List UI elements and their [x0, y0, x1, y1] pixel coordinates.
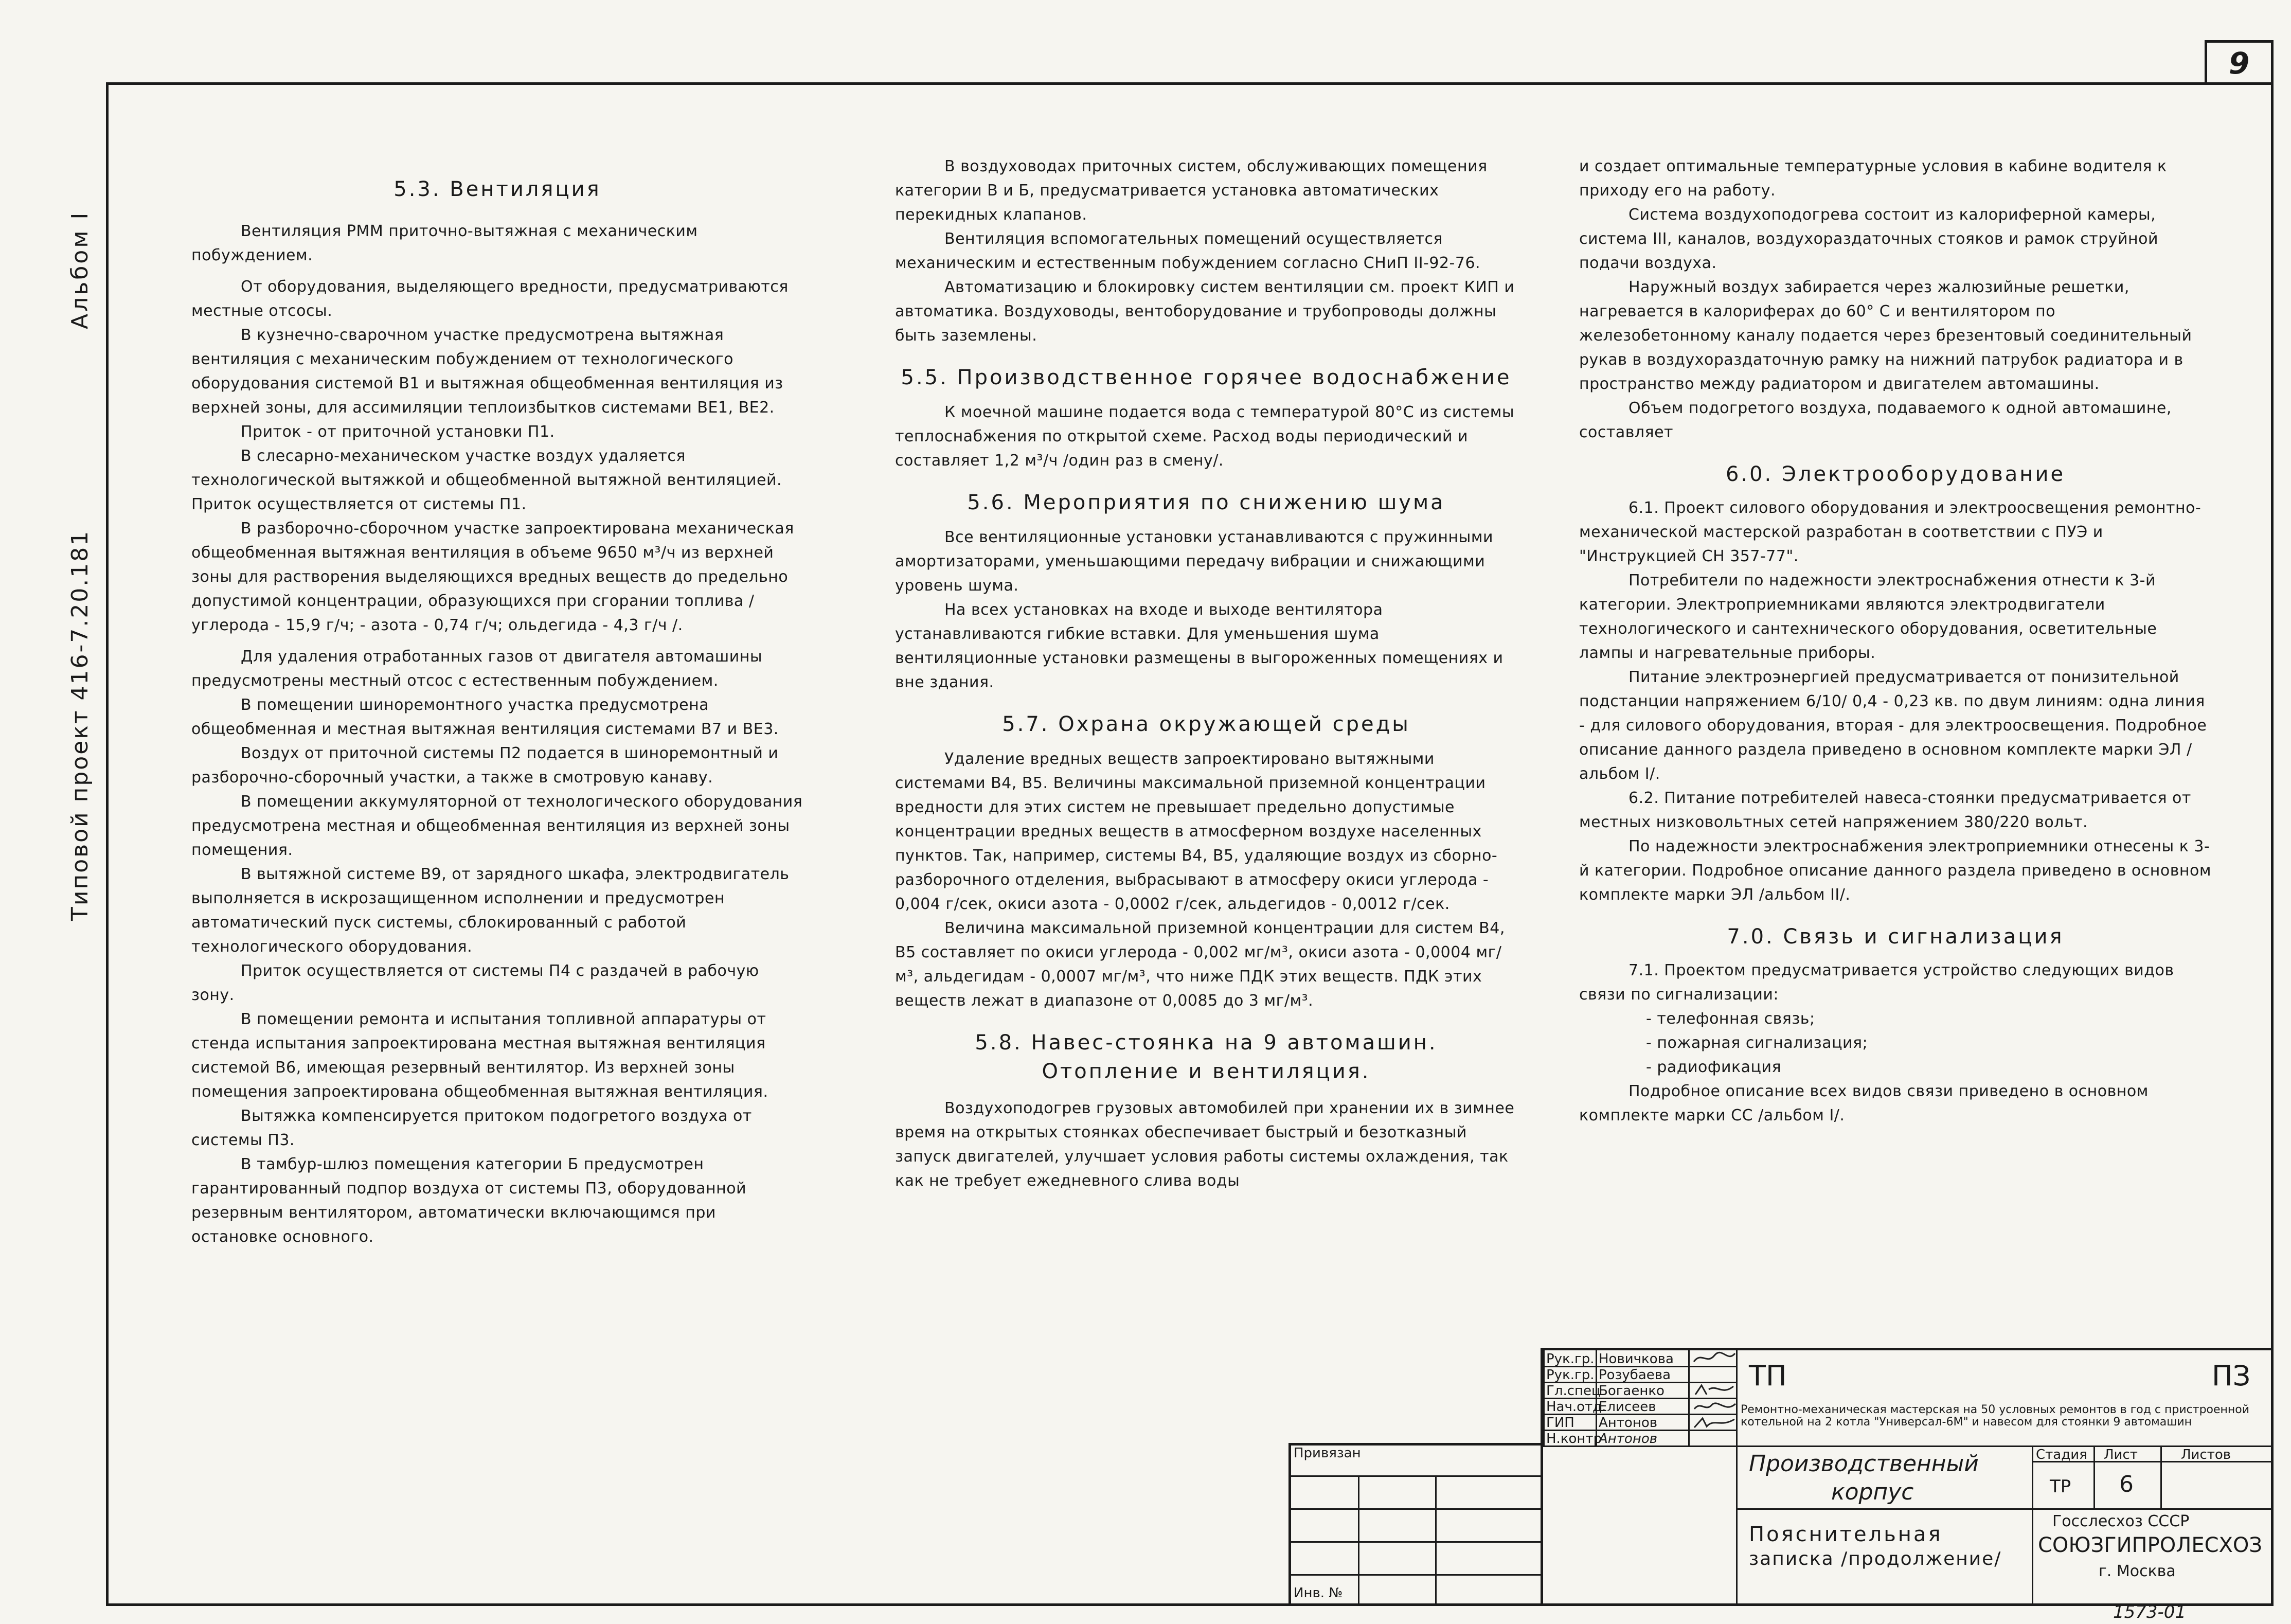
side-project-label: Типовой проект 416-7.20.181 — [67, 529, 93, 921]
paragraph: В помещении шиноремонтного участка предусмотрена общеобменная и местная вытяжная вентиляция системами В7 и ВЕ3. — [191, 696, 779, 738]
list-item: - радиофикация — [1646, 1058, 1781, 1076]
paragraph: Удаление вредных веществ запроектировано вытяжными системами В4, В5. Величины максимальной приземной концентрации вредности для этих систем не превышает предельно допустимые концентрации вредных веществ в атмосферном воздухе населенных пунктов. Так, например, системы В4, В5, удаляющие воздух из сборно-разборочного отделения, выбрасывают в атмосферу окиси углерода - 0,004 г/сек, окиси азота - 0,0002 г/сек, альдегидов - 0,0012 г/сек. — [895, 750, 1498, 913]
paragraph: Все вентиляционные установки устанавливаются с пружинными амортизаторами, уменьшающими передачу вибрации и снижающими уровень шума. — [895, 528, 1493, 595]
paragraph: В воздуховодах приточных систем, обслуживающих помещения категории В и Б, предусматривается установка автоматических перекидных клапанов. — [895, 157, 1488, 224]
grid-line — [1288, 1508, 1541, 1510]
paragraph: Питание электроэнергией предусматривается от понизительной подстанции напряжением 6/10/ 0,4 - 0,23 кв. по двум линиям: одна линия - для силового оборудования, вторая - для электроосвещения. Подробное описание данного раздела приведено в основном комплекте марки ЭЛ /альбом I/. — [1579, 668, 2207, 783]
person-name: Богаенко — [1599, 1383, 1664, 1399]
paragraph: Система воздухоподогрева состоит из калориферной камеры, система III, каналов, воздухораздаточных стояков и рамок струйной подачи воздуха. — [1579, 206, 2159, 272]
grid-line — [1288, 1574, 1541, 1576]
paragraph: В помещении ремонта и испытания топливной аппаратуры от стенда испытания запроектирована местная вытяжная вентиляция системой В6, имеющая резервный вентилятор. Из верхней зоны помещения запроектирована общеобменная вытяжная вентиляция. — [191, 1010, 768, 1101]
paragraph: Величина максимальной приземной концентрации для систем В4, В5 составляет по окиси углерода - 0,002 мг/м³, окиси азота - 0,0004 мг/м³, альдегидам - 0,0007 мг/м³, что ниже ПДК этих веществ. ПДК этих веществ лежат в диапазоне от 0,0085 до 3 мг/м³. — [895, 919, 1505, 1010]
handwritten-signature — [1691, 1350, 1738, 1366]
handwritten-signature — [1691, 1399, 1738, 1414]
paragraph: Подробное описание всех видов связи приведено в основном комплекте марки СС /альбом I/. — [1579, 1082, 2149, 1125]
project-description: Ремонтно-механическая мастерская на 50 условных ремонтов в год с пристроенной котельной на 2 котла "Универсал-6М" и навесом для стоянки 9 автомашин — [1741, 1403, 2250, 1429]
paragraph: В разборочно-сборочном участке запроектирована механическая общеобменная вытяжная вентиляция в объеме 9650 м³/ч из верхней зоны для растворения выделяющихся вредных веществ до предельно допустимой концентрации, образующихся при сгорании топлива /углерода - 15,9 г/ч; - азота - 0,74 г/ч; ольдегида - 4,3 г/ч /. — [191, 520, 794, 634]
stage-label: Стадия — [2036, 1447, 2087, 1462]
privyazan-block — [1288, 1443, 1541, 1606]
paragraph: В вытяжной системе В9, от зарядного шкафа, электродвигатель выполняется в искрозащищенном исполнении и предусмотрен автоматический пуск системы, сблокированный с работой технологического оборудования. — [191, 865, 790, 956]
stage-value: ТР — [2050, 1476, 2071, 1497]
handwritten-signature — [1691, 1415, 1738, 1431]
person-name: Антонов — [1599, 1415, 1658, 1431]
privyazan-label: Привязан — [1294, 1445, 1361, 1461]
paragraph: Вентиляция РММ приточно-вытяжная с механическим побуждением. — [191, 222, 698, 264]
organization-city: г. Москва — [2099, 1562, 2176, 1580]
paragraph: От оборудования, выделяющего вредности, предусматриваются местные отсосы. — [191, 278, 789, 320]
column-middle — [895, 154, 1517, 1193]
paragraph: Для удаления отработанных газов от двигателя автомашины предусмотрены местный отсос с естественным побуждением. — [191, 648, 763, 690]
paragraph: 7.1. Проектом предусматривается устройство следующих видов связи по сигнализации: — [1579, 961, 2174, 1004]
tp-label: ТП — [1749, 1360, 1787, 1392]
list-item: - телефонная связь; — [1646, 1010, 1815, 1028]
paragraph: Воздухоподогрев грузовых автомобилей при хранении их в зимнее время на открытых стоянках обеспечивает быстрый и безотказный запуск двигателей, улучшает условия работы системы охлаждения, так как не требует ежедневного слива воды — [895, 1099, 1515, 1190]
paragraph: К моечной машине подается вода с температурой 80°С из системы теплоснабжения по открытой схеме. Расход воды периодический и составляет 1,2 м³/ч /один раз в смену/. — [895, 403, 1515, 470]
paragraph: По надежности электроснабжения электроприемники отнесены к 3-й категории. Подробное описание данного раздела приведено в основном комплекте марки ЭЛ /альбом II/. — [1579, 837, 2212, 904]
person-name: Розубаева — [1599, 1367, 1671, 1383]
role-label: Нач.отд. — [1546, 1399, 1606, 1415]
sheet-value: 6 — [2119, 1471, 2134, 1497]
paragraph: Потребители по надежности электроснабжения отнести к 3-й категории. Электроприемниками являются электродвигатели технологического и сантехнического оборудования, осветительные лампы и нагревательные приборы. — [1579, 572, 2157, 662]
grid-line — [2093, 1445, 2095, 1508]
paragraph: Приток осуществляется от системы П4 с раздачей в рабочую зону. — [191, 962, 759, 1004]
object-name-line1: Производственный — [1749, 1451, 1979, 1477]
grid-line — [1358, 1475, 1359, 1606]
column-ventilation — [191, 175, 803, 1249]
title-block — [1541, 1348, 2274, 1606]
column-right — [1579, 154, 2212, 1128]
paragraph: На всех установках на входе и выходе вентилятора устанавливаются гибкие вставки. Для уменьшения шума вентиляционные установки размещены в выгороженных помещениях и вне здания. — [895, 601, 1504, 691]
object-name-line2: корпус — [1831, 1479, 1914, 1505]
organization-ministry: Госслесхоз СССР — [2052, 1512, 2190, 1530]
paragraph: Вытяжка компенсируется притоком подогретого воздуха от системы П3. — [191, 1107, 752, 1149]
heading-7-0: 7.0. Связь и сигнализация — [1727, 925, 2064, 949]
paragraph: Объем подогретого воздуха, подаваемого к одной автомашине, составляет — [1579, 399, 2172, 441]
grid-line — [2032, 1445, 2033, 1603]
grid-line — [1288, 1475, 1541, 1477]
doc-title-line2: записка /продолжение/ — [1749, 1548, 2002, 1569]
paragraph: Вентиляция вспомогательных помещений осуществляется механическим и естественным побуждением согласно СНиП II-92-76. — [895, 230, 1481, 272]
paragraph: Приток - от приточной установки П1. — [241, 423, 555, 441]
document-code: 1573-01 — [2113, 1602, 2187, 1622]
role-label: Гл.спец — [1546, 1383, 1601, 1399]
person-name: Елисеев — [1599, 1399, 1656, 1415]
heading-5-8-sub: Отопление и вентиляция. — [1042, 1060, 1371, 1083]
paragraph: В слесарно-механическом участке воздух удаляется технологической вытяжкой и общеобменной вытяжной вентиляцией. Приток осуществляется от системы П1. — [191, 447, 782, 513]
heading-5-7: 5.7. Охрана окружающей среды — [1002, 712, 1410, 736]
paragraph: 6.1. Проект силового оборудования и электроосвещения ремонтно-механической мастерской разработан в соответствии с ПУЭ и "Инструкцией СН 357-77". — [1579, 499, 2201, 565]
side-album-label: Альбом I — [67, 210, 93, 329]
grid-line — [1435, 1475, 1437, 1606]
paragraph: 6.2. Питание потребителей навеса-стоянки предусматривается от местных низковольтных сетей напряжением 380/220 вольт. — [1579, 789, 2191, 831]
role-label: Рук.гр. — [1546, 1351, 1595, 1367]
paragraph: Автоматизацию и блокировку систем вентиляции см. проект КИП и автоматика. Воздуховоды, вентоборудование и трубопроводы должны быть заземлены. — [895, 278, 1515, 345]
paragraph: В тамбур-шлюз помещения категории Б предусмотрен гарантированный подпор воздуха от системы П3, оборудованной резервным вентилятором, автоматически включающимся при остановке основного. — [191, 1155, 747, 1246]
person-name: Антонов — [1599, 1431, 1658, 1447]
grid-line — [2160, 1445, 2162, 1508]
paragraph: Наружный воздух забирается через жалюзийные решетки, нагревается в калориферах до 60° С и вентилятором по железобетонному каналу подается через брезентовый соединительный рукав в воздухораздаточную рамку на нижний патрубок радиатора и в пространство между радиатором и двигателем автомашины. — [1579, 278, 2192, 393]
grid-line — [1736, 1508, 2274, 1510]
doc-title-line1: Пояснительная — [1749, 1523, 1943, 1546]
paragraph: В помещении аккумуляторной от технологического оборудования предусмотрена местная и общеобменная вентиляция из верхней зоны помещения. — [191, 793, 803, 859]
heading-6-0: 6.0. Электрооборудование — [1725, 462, 2066, 486]
paragraph: и создает оптимальные температурные условия в кабине водителя к приходу его на работу. — [1579, 157, 2167, 200]
role-label: Рук.гр. — [1546, 1367, 1595, 1383]
role-label: ГИП — [1546, 1415, 1574, 1431]
person-name: Новичкова — [1599, 1351, 1674, 1367]
heading-5-8: 5.8. Навес-стоянка на 9 автомашин. — [975, 1031, 1438, 1055]
sheet-number: 9 — [2205, 40, 2274, 83]
sheet-label: Лист — [2104, 1447, 2138, 1462]
role-label: Н.контр — [1546, 1431, 1602, 1447]
inventory-number-label: Инв. № — [1294, 1585, 1343, 1601]
organization-name: СОЮЗГИПРОЛЕСХОЗ — [2038, 1533, 2263, 1557]
grid-line — [1288, 1541, 1541, 1543]
list-item: - пожарная сигнализация; — [1646, 1034, 1868, 1052]
heading-5-3: 5.3. Вентиляция — [393, 177, 601, 201]
heading-5-6: 5.6. Мероприятия по снижению шума — [967, 491, 1445, 514]
paragraph: Воздух от приточной системы П2 подается в шиноремонтный и разборочно-сборочный участки, а также в смотровую канаву. — [191, 744, 779, 787]
heading-5-5: 5.5. Производственное горячее водоснабжение — [901, 366, 1512, 389]
paragraph: В кузнечно-сварочном участке предусмотрена вытяжная вентиляция с механическим побуждением от технологического оборудования системой В1 и вытяжная общеобменная вентиляция из верхней зоны, для ассимиляции теплоизбытков системами ВЕ1, ВЕ2. — [191, 326, 783, 417]
sheets-label: Листов — [2181, 1447, 2231, 1462]
handwritten-signature — [1691, 1382, 1738, 1398]
doc-code: ПЗ — [2212, 1360, 2251, 1392]
